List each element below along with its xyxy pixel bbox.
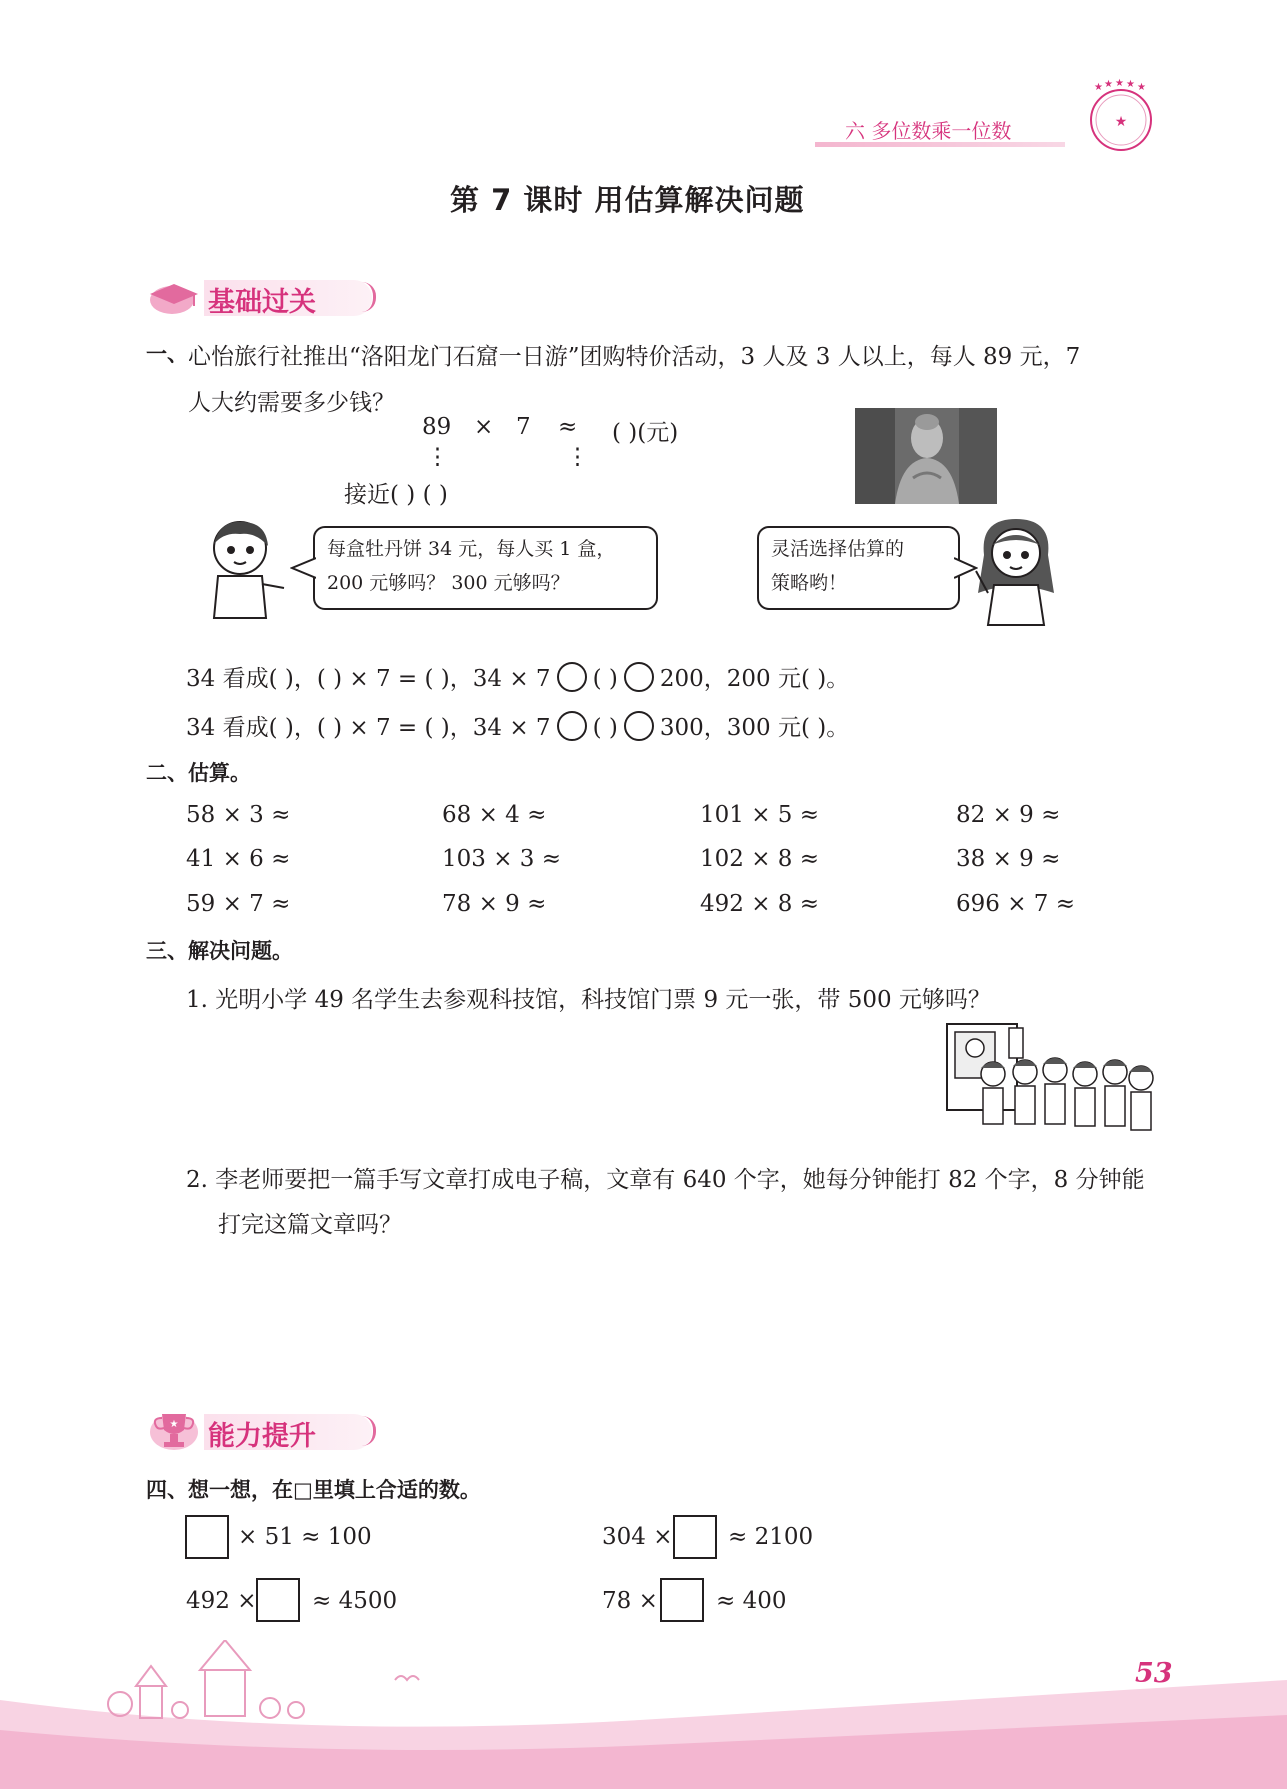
chapter-title: 六 多位数乘一位数 <box>845 119 1012 143</box>
girl-bubble-line1: 灵活选择估算的 <box>771 538 905 560</box>
estimate-item[interactable]: 38 × 9 ≈ <box>956 846 1061 872</box>
ticket-queue-illustration <box>945 1018 1157 1150</box>
q1-row2[interactable]: 34 看成( )，( ) × 7 = ( )，34 × 7 ( ) 300，300 元( )。 <box>186 709 849 742</box>
section-banner-advanced <box>146 1406 374 1452</box>
section-title-advanced: 能力提升 <box>208 1421 316 1452</box>
estimate-item[interactable]: 41 × 6 ≈ <box>186 846 291 872</box>
boy-illustration <box>200 518 290 628</box>
estimate-item[interactable]: 58 × 3 ≈ <box>186 802 291 828</box>
q1-eq-blank[interactable]: ( )(元) <box>612 420 679 446</box>
q4-eq3-right: ≈ 4500 <box>312 1588 398 1614</box>
q1-number: 一、 <box>146 341 188 366</box>
svg-text:★: ★ <box>1114 114 1128 130</box>
girl-bubble-line2: 策略哟！ <box>771 572 848 594</box>
q4-eq1: × 51 ≈ 100 <box>238 1524 372 1550</box>
page-number: 53 <box>1135 1658 1173 1689</box>
compare-circle[interactable] <box>624 711 654 741</box>
section-banner-basic <box>146 272 374 318</box>
svg-text:★: ★ <box>1115 78 1124 89</box>
compare-circle[interactable] <box>557 662 587 692</box>
trophy-icon <box>146 1406 206 1452</box>
q1-dots-right: ⋮ <box>566 444 589 470</box>
estimate-item[interactable]: 696 × 7 ≈ <box>956 891 1076 917</box>
estimate-item[interactable]: 82 × 9 ≈ <box>956 802 1061 828</box>
svg-text:★: ★ <box>1094 82 1103 93</box>
estimate-item[interactable]: 68 × 4 ≈ <box>442 802 547 828</box>
answer-box[interactable] <box>256 1578 300 1622</box>
estimate-item[interactable]: 101 × 5 ≈ <box>700 802 820 828</box>
estimate-item[interactable]: 78 × 9 ≈ <box>442 891 547 917</box>
boy-bubble-line1: 每盒牡丹饼 34 元，每人买 1 盒， <box>327 538 616 560</box>
compare-circle[interactable] <box>557 711 587 741</box>
estimate-item[interactable]: 103 × 3 ≈ <box>442 846 562 872</box>
q3-problem-2-line2: 打完这篇文章吗？ <box>218 1212 402 1238</box>
q1-text-line2: 人大约需要多少钱？ <box>188 390 395 416</box>
svg-text:★: ★ <box>1126 79 1135 90</box>
footer-decoration <box>0 1640 1287 1789</box>
q1-near-line[interactable]: 接近( ) ( ) <box>344 482 448 508</box>
compare-circle[interactable] <box>624 662 654 692</box>
q4-heading: 四、想一想，在□里填上合适的数。 <box>146 1477 481 1502</box>
q4-eq2-right: ≈ 2100 <box>728 1524 814 1550</box>
lesson-title: 第 7 课时 用估算解决问题 <box>450 183 805 217</box>
q4-eq4-right: ≈ 400 <box>716 1588 787 1614</box>
q1-row1[interactable]: 34 看成( )，( ) × 7 = ( )，34 × 7 ( ) 200，200 元( )。 <box>186 660 849 693</box>
estimate-item[interactable]: 102 × 8 ≈ <box>700 846 820 872</box>
graduation-cap-icon <box>146 272 206 318</box>
svg-text:★: ★ <box>169 1419 179 1430</box>
estimate-item[interactable]: 492 × 8 ≈ <box>700 891 820 917</box>
brand-seal-icon <box>1082 78 1160 156</box>
q4-eq3-left: 492 × <box>186 1588 257 1614</box>
bubble-tail-left <box>290 556 316 580</box>
q3-heading: 三、解决问题。 <box>146 938 293 963</box>
svg-text:★: ★ <box>1104 79 1113 90</box>
answer-box[interactable] <box>660 1578 704 1622</box>
boy-speech-bubble <box>313 526 658 610</box>
answer-box[interactable] <box>673 1515 717 1559</box>
section-title-basic: 基础过关 <box>208 287 316 318</box>
q1-text-line1: 心怡旅行社推出“洛阳龙门石窟一日游”团购特价活动，3 人及 3 人以上，每人 89 元，7 <box>188 344 1081 370</box>
q1-eq-b: 7 <box>516 414 531 440</box>
buddha-statue-photo <box>855 408 997 504</box>
girl-illustration <box>970 515 1062 627</box>
q3-problem-2-line1: 2. 李老师要把一篇手写文章打成电子稿，文章有 640 个字，她每分钟能打 82 个字，8 分钟能 <box>186 1167 1145 1193</box>
q2-heading: 二、估算。 <box>146 760 251 785</box>
q1-dots-left: ⋮ <box>426 444 449 470</box>
q1-eq-a: 89 <box>422 414 452 440</box>
girl-speech-bubble <box>757 526 960 610</box>
q3-problem-1: 1. 光明小学 49 名学生去参观科技馆，科技馆门票 9 元一张，带 500 元够吗？ <box>186 987 991 1013</box>
boy-bubble-line2: 200 元够吗？ 300 元够吗？ <box>327 572 570 594</box>
q1-eq-approx: ≈ <box>558 414 578 440</box>
answer-box[interactable] <box>185 1515 229 1559</box>
q4-eq2-left: 304 × <box>602 1524 673 1550</box>
q1-eq-times: × <box>474 414 494 440</box>
q4-eq4-left: 78 × <box>602 1588 658 1614</box>
estimate-item[interactable]: 59 × 7 ≈ <box>186 891 291 917</box>
svg-text:★: ★ <box>1137 82 1146 93</box>
